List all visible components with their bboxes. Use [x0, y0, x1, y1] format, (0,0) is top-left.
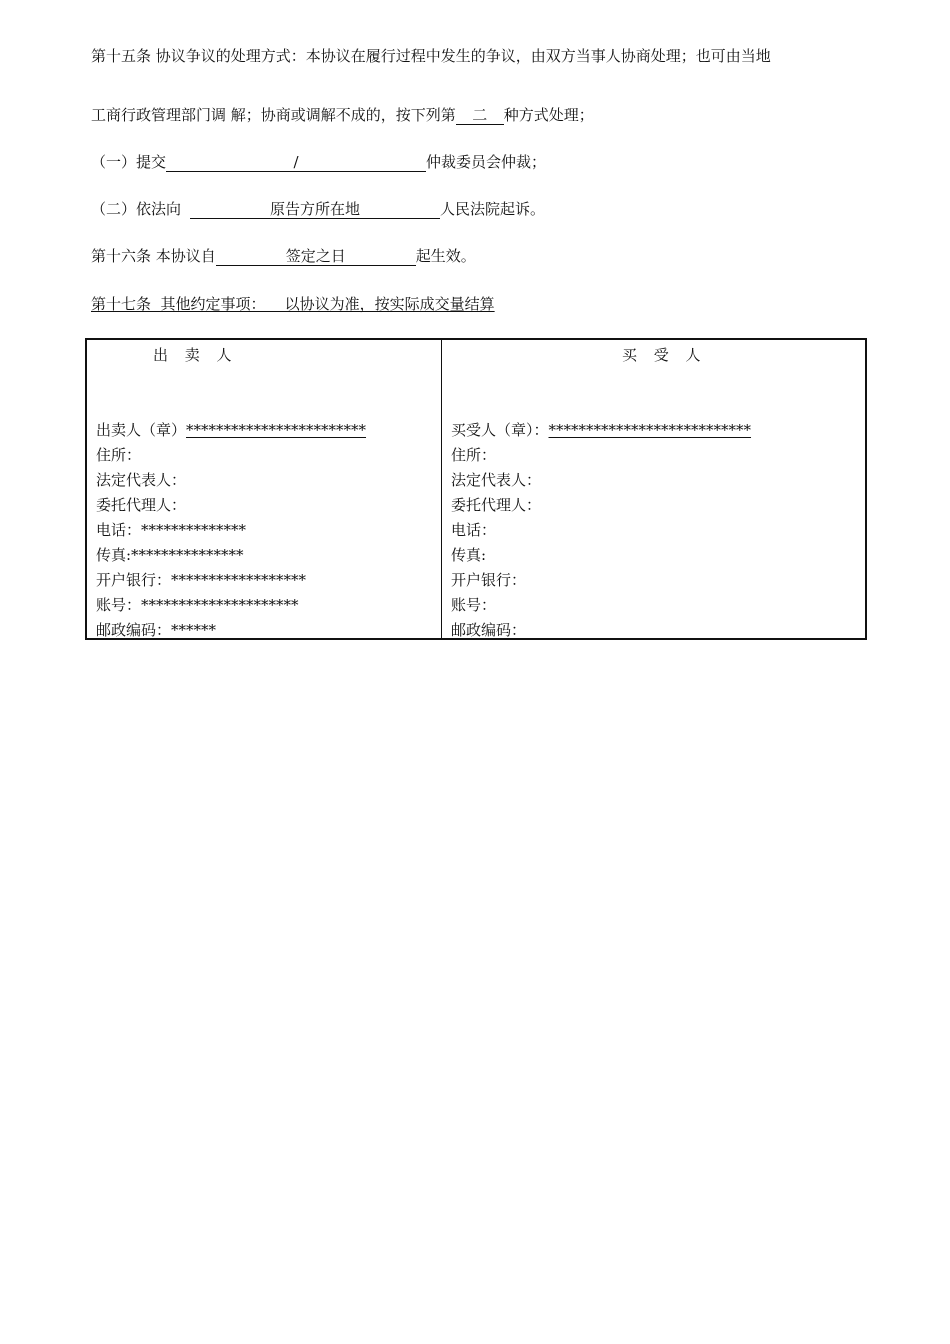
article-15-prefix: 工商行政管理部门调 解；协商或调解不成的，按下列第: [91, 106, 456, 124]
option-1-suffix: 仲裁委员会仲裁；: [426, 153, 547, 171]
article-15-suffix: 种方式处理；: [503, 106, 594, 124]
seller-legal-rep: 法定代表人：: [96, 471, 187, 489]
buyer-bank: 开户银行：: [451, 571, 527, 589]
option-1-arbitration: [91, 152, 546, 172]
buyer-address: 住所：: [451, 446, 497, 464]
option-2-litigation: [91, 199, 545, 219]
seller-postcode: 邮政编码：******: [96, 621, 217, 639]
seller-account: 账号：*********************: [96, 596, 299, 614]
seller-cell: [86, 339, 442, 639]
article-17-text: 第十七条 其他约定事项： 以协议为准，按实际成交量结算: [91, 295, 495, 313]
seller-bank: 开户银行：******************: [96, 571, 307, 589]
option-2-suffix: 人民法院起诉。: [440, 200, 546, 218]
buyer-postcode: 邮政编码：: [451, 621, 527, 639]
buyer-heading: 买 受 人: [622, 346, 707, 364]
article-15-text: 第十五条 协议争议的处理方式：本协议在履行过程中发生的争议，由双方当事人协商处理；也可由当地: [91, 47, 771, 65]
seller-phone: 电话：**************: [96, 521, 247, 539]
article-17: [91, 294, 495, 314]
arbitration-committee-blank: /: [166, 153, 426, 172]
seller-heading: 出 卖 人: [153, 346, 238, 364]
buyer-account: 账号：: [451, 596, 497, 614]
buyer-agent: 委托代理人：: [451, 496, 542, 514]
article-16-prefix: 第十六条 本协议自: [91, 247, 216, 265]
seller-seal-value: ************************: [186, 421, 367, 439]
seller-address: 住所：: [96, 446, 142, 464]
buyer-details: [451, 418, 751, 643]
seller-agent: 委托代理人：: [96, 496, 187, 514]
effective-date-blank: 签定之日: [216, 247, 416, 266]
buyer-legal-rep: 法定代表人：: [451, 471, 542, 489]
court-location-blank: 原告方所在地: [190, 200, 440, 219]
seller-fax: 传真:***************: [96, 546, 244, 564]
article-15-line-2: [91, 105, 594, 125]
article-16-suffix: 起生效。: [415, 247, 476, 265]
seller-details: [96, 418, 366, 643]
signature-table: [85, 338, 867, 640]
seller-seal-label: 出卖人（章）: [96, 421, 187, 439]
article-15-line-1: [91, 46, 771, 66]
seller-seal-row: [96, 418, 366, 443]
article-16: [91, 246, 476, 266]
buyer-phone: 电话：: [451, 521, 497, 539]
dispute-method-choice: 二: [456, 106, 504, 125]
buyer-cell: [442, 339, 867, 639]
option-2-prefix: （二）依法向: [91, 200, 182, 218]
buyer-seal-label: 买受人（章）：: [451, 421, 549, 439]
option-1-prefix: （一）提交: [91, 153, 167, 171]
buyer-fax: 传真:: [451, 546, 487, 564]
buyer-seal-value: ***************************: [548, 421, 752, 439]
buyer-seal-row: [451, 418, 751, 443]
